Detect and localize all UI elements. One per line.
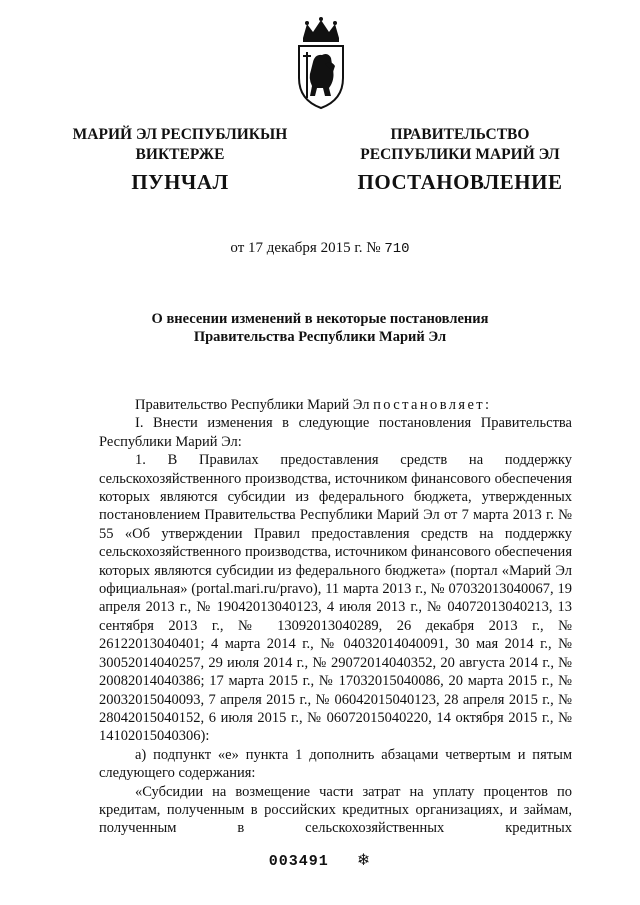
document-number: 710 xyxy=(384,241,410,257)
number-sign: № xyxy=(366,240,381,256)
paragraph-2: 1. В Правилах предоставления средств на поддержку сельскохозяйственного производства, источником финансового обеспечения которых являются субсидии из федерального бюджета, утвержденных постановлением Правительства Республики Марий Эл от 7 марта 2013 г. № 55 «Об утверждении Правил предоставления средств на поддержку сельскохозяйственного производства, источником финансового обеспечения которых являются субсидии из федерального бюджета» (портал «Марий Эл официальная» (portal.mari.ru/pravo), 11 марта 2013 г., № 07032013040067, 19 апреля 2013 г., № 19042013040123, 4 июля 2013 г., № 04072013040213, 13 сентября 2013 г., № 13092013040289, 26 декабря 2013 г., № 26122013040401; 4 марта 2014 г., № 04032014040091, 30 мая 2014 г., № 30052014040257, 29 июля 2014 г., № 29072014040352, 20 августа 2014 г., № 20082014040386; 17 марта 2015 г., № 17032015040086, 20 марта 2015 г., № 20032015040093, 7 апреля 2015 г., № 06042015040123, 28 апреля 2015 г., № 28042015040152, 6 июля 2015 г., № 06072015040220, 14 октября 2015 г., № 14102015040306): xyxy=(99,452,572,745)
intro-verb: постановляет: xyxy=(373,397,492,413)
serial-number: 003491 xyxy=(268,853,329,870)
header-right-line2: РЕСПУБЛИКИ МАРИЙ ЭЛ xyxy=(360,146,560,163)
document-type-russian: ПОСТАНОВЛЕНИЕ xyxy=(357,170,563,194)
document-body xyxy=(99,396,572,838)
date-prefix: от xyxy=(230,240,245,256)
paragraph-1: I. Внести изменения в следующие постановления Правительства Республики Марий Эл: xyxy=(99,415,572,450)
header-left-line2: ВИКТЕРЖЕ xyxy=(135,146,225,163)
document-type-mari: ПУНЧАЛ xyxy=(131,170,229,194)
snowflake-mark-icon: ❄ xyxy=(356,850,372,869)
paragraph-3: а) подпункт «е» пункта 1 дополнить абзацами четвертым и пятым следующего содержания: xyxy=(99,746,572,782)
serial-footer xyxy=(0,850,640,870)
header-right-line1: ПРАВИТЕЛЬСТВО xyxy=(390,126,530,143)
header-right-title xyxy=(345,125,575,165)
header-left-title xyxy=(70,125,290,165)
title-line1: О внесении изменений в некоторые постановления xyxy=(151,311,489,327)
document-title xyxy=(100,310,540,346)
intro-paragraph xyxy=(99,396,572,414)
intro-subject: Правительство Республики Марий Эл xyxy=(135,397,370,413)
paragraph-4: «Субсидии на возмещение части затрат на уплату процентов по кредитам, полученным в российских кредитных организациях, и займам, полученным в сельскохозяйственных кредитных xyxy=(99,783,572,837)
header-left-line1: МАРИЙ ЭЛ РЕСПУБЛИКЫН xyxy=(72,126,288,143)
date-line xyxy=(0,240,640,257)
title-line2: Правительства Республики Марий Эл xyxy=(193,329,447,345)
date-value: 17 декабря 2015 г. xyxy=(248,240,363,256)
coat-of-arms-emblem xyxy=(295,16,347,112)
